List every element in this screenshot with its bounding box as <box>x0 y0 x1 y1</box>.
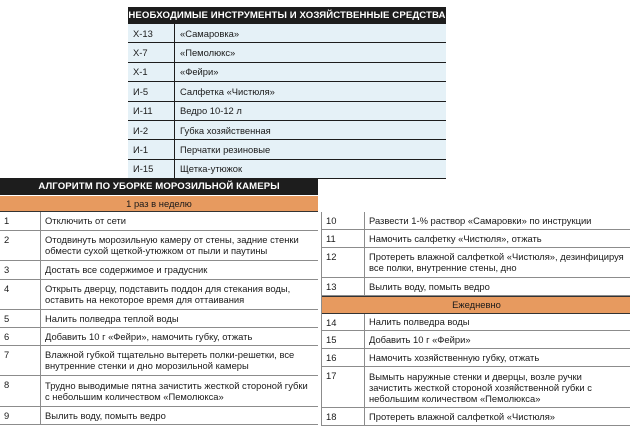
step-text: Трудно выводимые пятна зачистить жесткой стороной губки с небольшим количеством «Пемолюкса» <box>41 375 319 406</box>
table-row <box>322 314 630 331</box>
tool-code: И-2 <box>128 120 175 139</box>
tool-code: И-15 <box>128 159 175 178</box>
step-number: 15 <box>322 331 365 349</box>
step-text: Налить полведра теплой воды <box>41 309 319 327</box>
daily-table <box>322 314 630 427</box>
step-number: 1 <box>0 212 41 230</box>
tool-name: «Пемолюкс» <box>175 43 447 62</box>
table-row <box>0 345 318 375</box>
table-row <box>322 349 630 367</box>
step-number: 18 <box>322 408 365 426</box>
step-number: 16 <box>322 349 365 367</box>
tool-code: И-1 <box>128 140 175 159</box>
step-text: Вылить воду, помыть ведро <box>41 406 319 424</box>
table-row <box>128 43 446 62</box>
step-text: Вымыть наружные стенки и дверцы, возле ручки зачистить жесткой стороной хозяйственной губки с небольшим количеством «Пемолюкса» <box>365 367 630 408</box>
weekly-table-left <box>0 212 318 425</box>
tool-code: И-5 <box>128 82 175 101</box>
step-number: 14 <box>322 314 365 331</box>
tool-name: Салфетка «Чистюля» <box>175 82 447 101</box>
step-number: 12 <box>322 247 365 277</box>
step-number: 8 <box>0 375 41 406</box>
algorithm-title: АЛГОРИТМ ПО УБОРКЕ МОРОЗИЛЬНОЙ КАМЕРЫ <box>0 178 318 195</box>
table-row <box>322 367 630 408</box>
step-text: Открыть дверцу, подставить поддон для стекания воды, оставить на некоторое время для оттаивания <box>41 279 319 309</box>
table-row <box>0 230 318 260</box>
table-row <box>322 408 630 426</box>
table-row <box>0 309 318 327</box>
step-text: Протереть влажной салфеткой «Чистюля», дезинфицируя все полки, внутренние стены, дно <box>365 247 630 277</box>
table-row <box>0 375 318 406</box>
tools-title: НЕОБХОДИМЫЕ ИНСТРУМЕНТЫ И ХОЗЯЙСТВЕННЫЕ СРЕДСТВА <box>128 7 446 24</box>
table-row <box>128 140 446 159</box>
step-text: Влажной губкой тщательно вытереть полки-решетки, все внутренние стенки и дно морозильной камеры <box>41 345 319 375</box>
table-row <box>322 229 630 247</box>
step-text: Намочить салфетку «Чистюля», отжать <box>365 229 630 247</box>
table-row <box>0 212 318 230</box>
step-number: 3 <box>0 260 41 279</box>
table-row <box>322 212 630 229</box>
step-text: Добавить 10 г «Фейри» <box>365 331 630 349</box>
tool-name: «Самаровка» <box>175 24 447 43</box>
table-row <box>128 101 446 120</box>
step-number: 9 <box>0 406 41 424</box>
tool-code: И-11 <box>128 101 175 120</box>
step-text: Отодвинуть морозильную камеру от стены, задние стенки обмести сухой щеткой-утюжком от пыли и паутины <box>41 230 319 260</box>
step-number: 6 <box>0 327 41 345</box>
tools-section <box>128 7 446 179</box>
table-row <box>128 120 446 139</box>
table-row <box>128 82 446 101</box>
tool-code: Х-7 <box>128 43 175 62</box>
step-number: 5 <box>0 309 41 327</box>
step-text: Отключить от сети <box>41 212 319 230</box>
step-number: 2 <box>0 230 41 260</box>
weekly-label: 1 раз в неделю <box>0 196 318 212</box>
tool-code: Х-13 <box>128 24 175 43</box>
steps-right <box>321 212 630 426</box>
table-row <box>0 260 318 279</box>
step-number: 13 <box>322 277 365 295</box>
table-row <box>322 331 630 349</box>
step-text: Добавить 10 г «Фейри», намочить губку, отжать <box>41 327 319 345</box>
tool-name: Губка хозяйственная <box>175 120 447 139</box>
table-row <box>128 62 446 81</box>
step-number: 11 <box>322 229 365 247</box>
step-text: Развести 1-% раствор «Самаровки» по инструкции <box>365 212 630 229</box>
tools-table <box>128 24 446 179</box>
step-number: 4 <box>0 279 41 309</box>
tool-name: Щетка-утюжок <box>175 159 447 178</box>
table-row <box>0 279 318 309</box>
table-row <box>322 277 630 295</box>
table-row <box>322 247 630 277</box>
step-number: 7 <box>0 345 41 375</box>
step-text: Вылить воду, помыть ведро <box>365 277 630 295</box>
step-text: Налить полведра воды <box>365 314 630 331</box>
tool-code: Х-1 <box>128 62 175 81</box>
step-text: Намочить хозяйственную губку, отжать <box>365 349 630 367</box>
weekly-steps-left <box>0 196 318 425</box>
tool-name: Перчатки резиновые <box>175 140 447 159</box>
table-row <box>0 327 318 345</box>
step-number: 10 <box>322 212 365 229</box>
tool-name: Ведро 10-12 л <box>175 101 447 120</box>
table-row <box>128 24 446 43</box>
step-number: 17 <box>322 367 365 408</box>
daily-label: Ежедневно <box>322 296 630 314</box>
table-row <box>0 406 318 424</box>
step-text: Протереть влажной салфеткой «Чистюля» <box>365 408 630 426</box>
table-row <box>128 159 446 178</box>
step-text: Достать все содержимое и градусник <box>41 260 319 279</box>
tool-name: «Фейри» <box>175 62 447 81</box>
weekly-table-right <box>322 212 630 296</box>
